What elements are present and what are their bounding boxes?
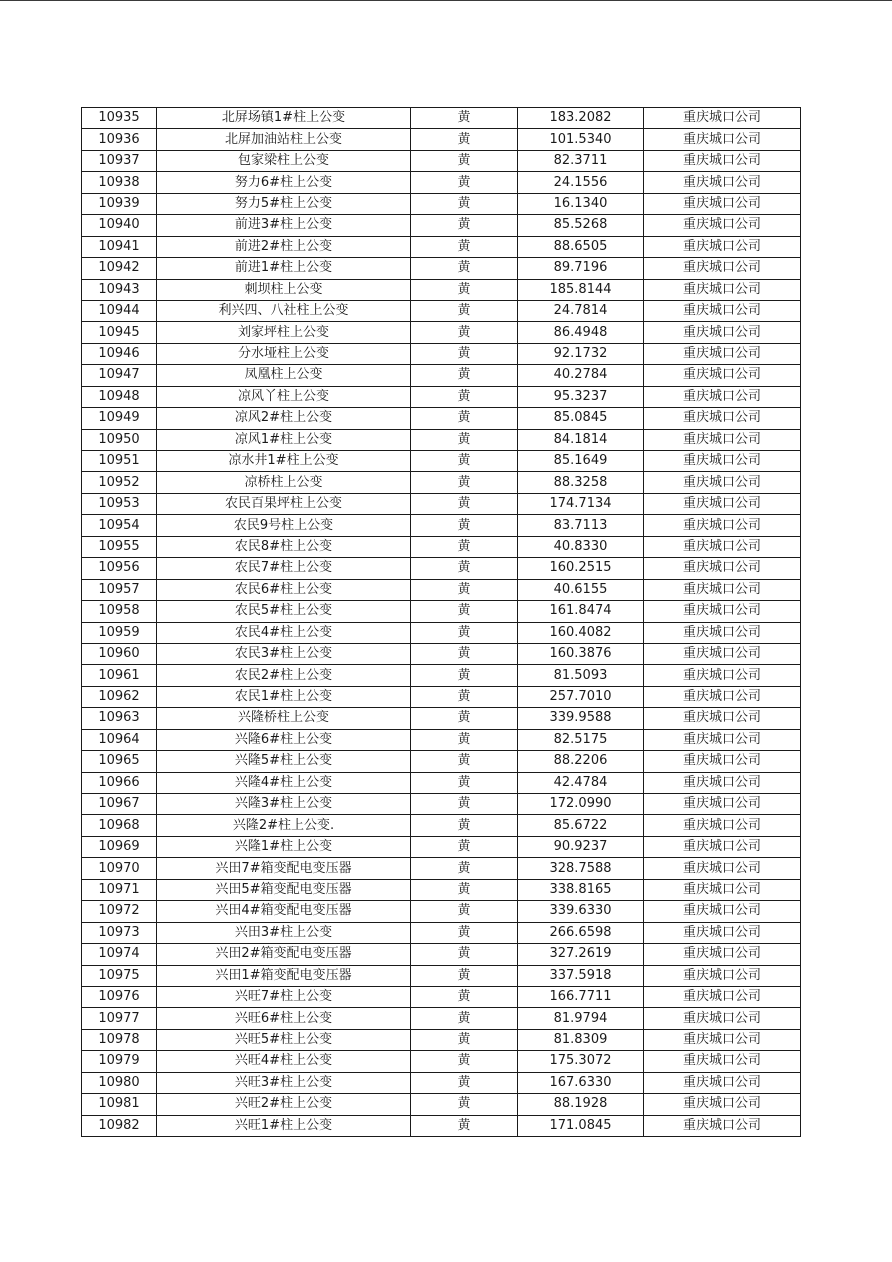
- table-row: [82, 622, 801, 643]
- row-id-cell: 10977: [82, 1008, 157, 1029]
- table-row: [82, 579, 801, 600]
- row-level-cell: 黄: [411, 536, 518, 557]
- row-id-cell: 10943: [82, 279, 157, 300]
- row-id-cell: 10974: [82, 944, 157, 965]
- row-id-cell: 10957: [82, 579, 157, 600]
- row-company-cell: 重庆城口公司: [644, 172, 801, 193]
- row-level-cell: 黄: [411, 236, 518, 257]
- row-level-cell: 黄: [411, 729, 518, 750]
- row-level-cell: 黄: [411, 429, 518, 450]
- row-level-cell: 黄: [411, 815, 518, 836]
- row-id-cell: 10951: [82, 451, 157, 472]
- row-value-cell: 40.2784: [518, 365, 644, 386]
- row-level-cell: 黄: [411, 1008, 518, 1029]
- row-company-cell: 重庆城口公司: [644, 386, 801, 407]
- row-value-cell: 174.7134: [518, 493, 644, 514]
- row-name-cell: 兴田7#箱变配电变压器: [157, 858, 411, 879]
- row-id-cell: 10937: [82, 150, 157, 171]
- row-id-cell: 10961: [82, 665, 157, 686]
- row-level-cell: 黄: [411, 129, 518, 150]
- row-id-cell: 10975: [82, 965, 157, 986]
- row-company-cell: 重庆城口公司: [644, 1072, 801, 1093]
- row-name-cell: 兴田2#箱变配电变压器: [157, 944, 411, 965]
- row-value-cell: 339.6330: [518, 901, 644, 922]
- row-value-cell: 92.1732: [518, 343, 644, 364]
- row-value-cell: 90.9237: [518, 836, 644, 857]
- row-level-cell: 黄: [411, 879, 518, 900]
- row-value-cell: 266.6598: [518, 922, 644, 943]
- row-value-cell: 338.8165: [518, 879, 644, 900]
- row-name-cell: 兴田3#柱上公变: [157, 922, 411, 943]
- row-name-cell: 前进3#柱上公变: [157, 215, 411, 236]
- row-level-cell: 黄: [411, 708, 518, 729]
- row-company-cell: 重庆城口公司: [644, 515, 801, 536]
- row-value-cell: 86.4948: [518, 322, 644, 343]
- table-row: [82, 836, 801, 857]
- row-level-cell: 黄: [411, 986, 518, 1007]
- table-row: [82, 472, 801, 493]
- row-value-cell: 40.6155: [518, 579, 644, 600]
- row-level-cell: 黄: [411, 365, 518, 386]
- row-name-cell: 北屏加油站柱上公变: [157, 129, 411, 150]
- row-level-cell: 黄: [411, 836, 518, 857]
- row-name-cell: 兴旺6#柱上公变: [157, 1008, 411, 1029]
- row-name-cell: 凉风2#柱上公变: [157, 408, 411, 429]
- row-id-cell: 10935: [82, 108, 157, 129]
- table-row: [82, 601, 801, 622]
- row-company-cell: 重庆城口公司: [644, 944, 801, 965]
- row-name-cell: 刘家坪柱上公变: [157, 322, 411, 343]
- row-id-cell: 10964: [82, 729, 157, 750]
- row-company-cell: 重庆城口公司: [644, 300, 801, 321]
- row-value-cell: 185.8144: [518, 279, 644, 300]
- table-row: [82, 215, 801, 236]
- row-name-cell: 农民2#柱上公变: [157, 665, 411, 686]
- row-name-cell: 兴隆5#柱上公变: [157, 751, 411, 772]
- table-row: [82, 108, 801, 129]
- row-level-cell: 黄: [411, 472, 518, 493]
- row-name-cell: 兴田5#箱变配电变压器: [157, 879, 411, 900]
- table-row: [82, 686, 801, 707]
- row-id-cell: 10966: [82, 772, 157, 793]
- row-name-cell: 农民8#柱上公变: [157, 536, 411, 557]
- row-level-cell: 黄: [411, 150, 518, 171]
- table-row: [82, 815, 801, 836]
- row-value-cell: 88.2206: [518, 751, 644, 772]
- row-id-cell: 10956: [82, 558, 157, 579]
- row-name-cell: 农民1#柱上公变: [157, 686, 411, 707]
- row-company-cell: 重庆城口公司: [644, 601, 801, 622]
- row-company-cell: 重庆城口公司: [644, 751, 801, 772]
- row-value-cell: 166.7711: [518, 986, 644, 1007]
- row-level-cell: 黄: [411, 493, 518, 514]
- row-company-cell: 重庆城口公司: [644, 858, 801, 879]
- row-level-cell: 黄: [411, 408, 518, 429]
- row-value-cell: 42.4784: [518, 772, 644, 793]
- row-id-cell: 10947: [82, 365, 157, 386]
- row-level-cell: 黄: [411, 965, 518, 986]
- row-level-cell: 黄: [411, 193, 518, 214]
- row-value-cell: 175.3072: [518, 1051, 644, 1072]
- table-row: [82, 1072, 801, 1093]
- row-company-cell: 重庆城口公司: [644, 965, 801, 986]
- row-id-cell: 10949: [82, 408, 157, 429]
- row-company-cell: 重庆城口公司: [644, 643, 801, 664]
- row-company-cell: 重庆城口公司: [644, 408, 801, 429]
- row-company-cell: 重庆城口公司: [644, 1008, 801, 1029]
- row-id-cell: 10959: [82, 622, 157, 643]
- row-level-cell: 黄: [411, 643, 518, 664]
- row-id-cell: 10952: [82, 472, 157, 493]
- row-id-cell: 10976: [82, 986, 157, 1007]
- row-company-cell: 重庆城口公司: [644, 365, 801, 386]
- table-row: [82, 1051, 801, 1072]
- row-company-cell: 重庆城口公司: [644, 622, 801, 643]
- row-level-cell: 黄: [411, 515, 518, 536]
- row-value-cell: 328.7588: [518, 858, 644, 879]
- row-id-cell: 10960: [82, 643, 157, 664]
- row-level-cell: 黄: [411, 858, 518, 879]
- table-row: [82, 772, 801, 793]
- row-company-cell: 重庆城口公司: [644, 279, 801, 300]
- row-level-cell: 黄: [411, 215, 518, 236]
- table-row: [82, 365, 801, 386]
- row-name-cell: 前进1#柱上公变: [157, 258, 411, 279]
- row-company-cell: 重庆城口公司: [644, 1051, 801, 1072]
- table-row: [82, 386, 801, 407]
- row-name-cell: 兴隆4#柱上公变: [157, 772, 411, 793]
- row-company-cell: 重庆城口公司: [644, 322, 801, 343]
- row-id-cell: 10962: [82, 686, 157, 707]
- row-id-cell: 10967: [82, 794, 157, 815]
- row-company-cell: 重庆城口公司: [644, 215, 801, 236]
- row-value-cell: 160.4082: [518, 622, 644, 643]
- row-value-cell: 85.5268: [518, 215, 644, 236]
- table-row: [82, 986, 801, 1007]
- row-id-cell: 10971: [82, 879, 157, 900]
- table-row: [82, 729, 801, 750]
- row-company-cell: 重庆城口公司: [644, 493, 801, 514]
- row-name-cell: 兴隆6#柱上公变: [157, 729, 411, 750]
- row-value-cell: 257.7010: [518, 686, 644, 707]
- row-value-cell: 88.6505: [518, 236, 644, 257]
- row-name-cell: 凉水井1#柱上公变: [157, 451, 411, 472]
- row-level-cell: 黄: [411, 108, 518, 129]
- row-name-cell: 凉风1#柱上公变: [157, 429, 411, 450]
- row-company-cell: 重庆城口公司: [644, 1094, 801, 1115]
- table-row: [82, 322, 801, 343]
- row-name-cell: 利兴四、八社柱上公变: [157, 300, 411, 321]
- row-name-cell: 兴旺4#柱上公变: [157, 1051, 411, 1072]
- row-value-cell: 95.3237: [518, 386, 644, 407]
- row-company-cell: 重庆城口公司: [644, 558, 801, 579]
- row-name-cell: 兴田4#箱变配电变压器: [157, 901, 411, 922]
- row-level-cell: 黄: [411, 279, 518, 300]
- row-level-cell: 黄: [411, 343, 518, 364]
- table-row: [82, 408, 801, 429]
- row-level-cell: 黄: [411, 922, 518, 943]
- row-name-cell: 农民6#柱上公变: [157, 579, 411, 600]
- row-company-cell: 重庆城口公司: [644, 193, 801, 214]
- row-level-cell: 黄: [411, 1115, 518, 1136]
- row-company-cell: 重庆城口公司: [644, 772, 801, 793]
- row-name-cell: 兴隆3#柱上公变: [157, 794, 411, 815]
- row-name-cell: 兴隆桥柱上公变: [157, 708, 411, 729]
- row-level-cell: 黄: [411, 901, 518, 922]
- row-value-cell: 81.5093: [518, 665, 644, 686]
- row-level-cell: 黄: [411, 772, 518, 793]
- row-value-cell: 16.1340: [518, 193, 644, 214]
- row-name-cell: 北屏场镇1#柱上公变: [157, 108, 411, 129]
- row-value-cell: 327.2619: [518, 944, 644, 965]
- table-row: [82, 258, 801, 279]
- table-row: [82, 858, 801, 879]
- row-company-cell: 重庆城口公司: [644, 729, 801, 750]
- row-name-cell: 前进2#柱上公变: [157, 236, 411, 257]
- row-value-cell: 85.6722: [518, 815, 644, 836]
- row-name-cell: 农民9号柱上公变: [157, 515, 411, 536]
- row-company-cell: 重庆城口公司: [644, 108, 801, 129]
- row-name-cell: 分水垭柱上公变: [157, 343, 411, 364]
- row-value-cell: 82.3711: [518, 150, 644, 171]
- row-value-cell: 81.9794: [518, 1008, 644, 1029]
- row-id-cell: 10963: [82, 708, 157, 729]
- row-id-cell: 10978: [82, 1029, 157, 1050]
- table-row: [82, 643, 801, 664]
- row-name-cell: 兴旺7#柱上公变: [157, 986, 411, 1007]
- row-company-cell: 重庆城口公司: [644, 815, 801, 836]
- row-value-cell: 40.8330: [518, 536, 644, 557]
- row-name-cell: 兴旺5#柱上公变: [157, 1029, 411, 1050]
- row-value-cell: 89.7196: [518, 258, 644, 279]
- table-row: [82, 1094, 801, 1115]
- row-id-cell: 10946: [82, 343, 157, 364]
- row-id-cell: 10936: [82, 129, 157, 150]
- row-value-cell: 183.2082: [518, 108, 644, 129]
- row-level-cell: 黄: [411, 300, 518, 321]
- row-value-cell: 88.1928: [518, 1094, 644, 1115]
- table-row: [82, 429, 801, 450]
- row-company-cell: 重庆城口公司: [644, 343, 801, 364]
- table-row: [82, 708, 801, 729]
- table-row: [82, 150, 801, 171]
- table-row: [82, 493, 801, 514]
- row-company-cell: 重庆城口公司: [644, 708, 801, 729]
- row-value-cell: 24.7814: [518, 300, 644, 321]
- row-id-cell: 10965: [82, 751, 157, 772]
- row-value-cell: 171.0845: [518, 1115, 644, 1136]
- table-body: [82, 108, 801, 1137]
- row-value-cell: 337.5918: [518, 965, 644, 986]
- row-id-cell: 10942: [82, 258, 157, 279]
- row-value-cell: 83.7113: [518, 515, 644, 536]
- row-name-cell: 努力5#柱上公变: [157, 193, 411, 214]
- row-name-cell: 兴隆1#柱上公变: [157, 836, 411, 857]
- row-id-cell: 10981: [82, 1094, 157, 1115]
- table-row: [82, 536, 801, 557]
- row-company-cell: 重庆城口公司: [644, 986, 801, 1007]
- row-level-cell: 黄: [411, 686, 518, 707]
- row-level-cell: 黄: [411, 944, 518, 965]
- row-level-cell: 黄: [411, 665, 518, 686]
- row-value-cell: 84.1814: [518, 429, 644, 450]
- row-level-cell: 黄: [411, 258, 518, 279]
- row-level-cell: 黄: [411, 579, 518, 600]
- row-company-cell: 重庆城口公司: [644, 536, 801, 557]
- row-value-cell: 85.1649: [518, 451, 644, 472]
- table-row: [82, 665, 801, 686]
- table-row: [82, 901, 801, 922]
- table-row: [82, 193, 801, 214]
- row-name-cell: 凉风丫柱上公变: [157, 386, 411, 407]
- table-row: [82, 451, 801, 472]
- table-row: [82, 129, 801, 150]
- row-id-cell: 10982: [82, 1115, 157, 1136]
- row-name-cell: 农民5#柱上公变: [157, 601, 411, 622]
- table-row: [82, 279, 801, 300]
- row-name-cell: 兴田1#箱变配电变压器: [157, 965, 411, 986]
- row-name-cell: 农民百果坪柱上公变: [157, 493, 411, 514]
- row-level-cell: 黄: [411, 751, 518, 772]
- row-company-cell: 重庆城口公司: [644, 794, 801, 815]
- row-id-cell: 10941: [82, 236, 157, 257]
- row-name-cell: 农民3#柱上公变: [157, 643, 411, 664]
- row-value-cell: 101.5340: [518, 129, 644, 150]
- table-row: [82, 922, 801, 943]
- row-name-cell: 包家梁柱上公变: [157, 150, 411, 171]
- row-level-cell: 黄: [411, 322, 518, 343]
- row-id-cell: 10940: [82, 215, 157, 236]
- table-row: [82, 558, 801, 579]
- row-value-cell: 160.3876: [518, 643, 644, 664]
- row-value-cell: 161.8474: [518, 601, 644, 622]
- row-company-cell: 重庆城口公司: [644, 236, 801, 257]
- row-company-cell: 重庆城口公司: [644, 150, 801, 171]
- row-company-cell: 重庆城口公司: [644, 836, 801, 857]
- table-row: [82, 879, 801, 900]
- row-id-cell: 10939: [82, 193, 157, 214]
- row-level-cell: 黄: [411, 451, 518, 472]
- row-level-cell: 黄: [411, 172, 518, 193]
- row-company-cell: 重庆城口公司: [644, 1029, 801, 1050]
- row-value-cell: 81.8309: [518, 1029, 644, 1050]
- row-name-cell: 农民4#柱上公变: [157, 622, 411, 643]
- row-id-cell: 10973: [82, 922, 157, 943]
- row-value-cell: 339.9588: [518, 708, 644, 729]
- row-level-cell: 黄: [411, 794, 518, 815]
- row-id-cell: 10944: [82, 300, 157, 321]
- row-value-cell: 160.2515: [518, 558, 644, 579]
- row-value-cell: 24.1556: [518, 172, 644, 193]
- row-level-cell: 黄: [411, 1072, 518, 1093]
- table-row: [82, 751, 801, 772]
- row-company-cell: 重庆城口公司: [644, 472, 801, 493]
- row-level-cell: 黄: [411, 1094, 518, 1115]
- row-company-cell: 重庆城口公司: [644, 429, 801, 450]
- table-row: [82, 1008, 801, 1029]
- table-row: [82, 343, 801, 364]
- row-company-cell: 重庆城口公司: [644, 129, 801, 150]
- row-id-cell: 10979: [82, 1051, 157, 1072]
- row-name-cell: 凤凰柱上公变: [157, 365, 411, 386]
- row-level-cell: 黄: [411, 622, 518, 643]
- row-id-cell: 10953: [82, 493, 157, 514]
- row-level-cell: 黄: [411, 1051, 518, 1072]
- table-row: [82, 944, 801, 965]
- row-id-cell: 10954: [82, 515, 157, 536]
- row-id-cell: 10955: [82, 536, 157, 557]
- row-company-cell: 重庆城口公司: [644, 686, 801, 707]
- transformer-table-container: [81, 107, 800, 1137]
- row-company-cell: 重庆城口公司: [644, 1115, 801, 1136]
- row-name-cell: 努力6#柱上公变: [157, 172, 411, 193]
- row-company-cell: 重庆城口公司: [644, 922, 801, 943]
- transformer-table: [81, 107, 801, 1137]
- table-row: [82, 1029, 801, 1050]
- row-level-cell: 黄: [411, 601, 518, 622]
- table-row: [82, 794, 801, 815]
- row-value-cell: 167.6330: [518, 1072, 644, 1093]
- table-row: [82, 965, 801, 986]
- row-id-cell: 10968: [82, 815, 157, 836]
- row-company-cell: 重庆城口公司: [644, 579, 801, 600]
- row-company-cell: 重庆城口公司: [644, 451, 801, 472]
- row-name-cell: 兴旺2#柱上公变: [157, 1094, 411, 1115]
- row-id-cell: 10945: [82, 322, 157, 343]
- row-id-cell: 10972: [82, 901, 157, 922]
- row-name-cell: 凉桥柱上公变: [157, 472, 411, 493]
- row-level-cell: 黄: [411, 558, 518, 579]
- page-top-rule: [0, 0, 892, 1]
- row-company-cell: 重庆城口公司: [644, 879, 801, 900]
- row-id-cell: 10969: [82, 836, 157, 857]
- row-company-cell: 重庆城口公司: [644, 665, 801, 686]
- row-name-cell: 兴旺1#柱上公变: [157, 1115, 411, 1136]
- table-row: [82, 515, 801, 536]
- row-id-cell: 10938: [82, 172, 157, 193]
- row-name-cell: 兴旺3#柱上公变: [157, 1072, 411, 1093]
- row-company-cell: 重庆城口公司: [644, 901, 801, 922]
- table-row: [82, 236, 801, 257]
- row-value-cell: 88.3258: [518, 472, 644, 493]
- row-name-cell: 农民7#柱上公变: [157, 558, 411, 579]
- table-row: [82, 172, 801, 193]
- row-value-cell: 82.5175: [518, 729, 644, 750]
- row-value-cell: 172.0990: [518, 794, 644, 815]
- table-row: [82, 300, 801, 321]
- table-row: [82, 1115, 801, 1136]
- row-name-cell: 刺坝柱上公变: [157, 279, 411, 300]
- row-name-cell: 兴隆2#柱上公变.: [157, 815, 411, 836]
- row-id-cell: 10970: [82, 858, 157, 879]
- row-id-cell: 10980: [82, 1072, 157, 1093]
- row-level-cell: 黄: [411, 1029, 518, 1050]
- row-value-cell: 85.0845: [518, 408, 644, 429]
- row-level-cell: 黄: [411, 386, 518, 407]
- row-id-cell: 10958: [82, 601, 157, 622]
- row-company-cell: 重庆城口公司: [644, 258, 801, 279]
- row-id-cell: 10948: [82, 386, 157, 407]
- row-id-cell: 10950: [82, 429, 157, 450]
